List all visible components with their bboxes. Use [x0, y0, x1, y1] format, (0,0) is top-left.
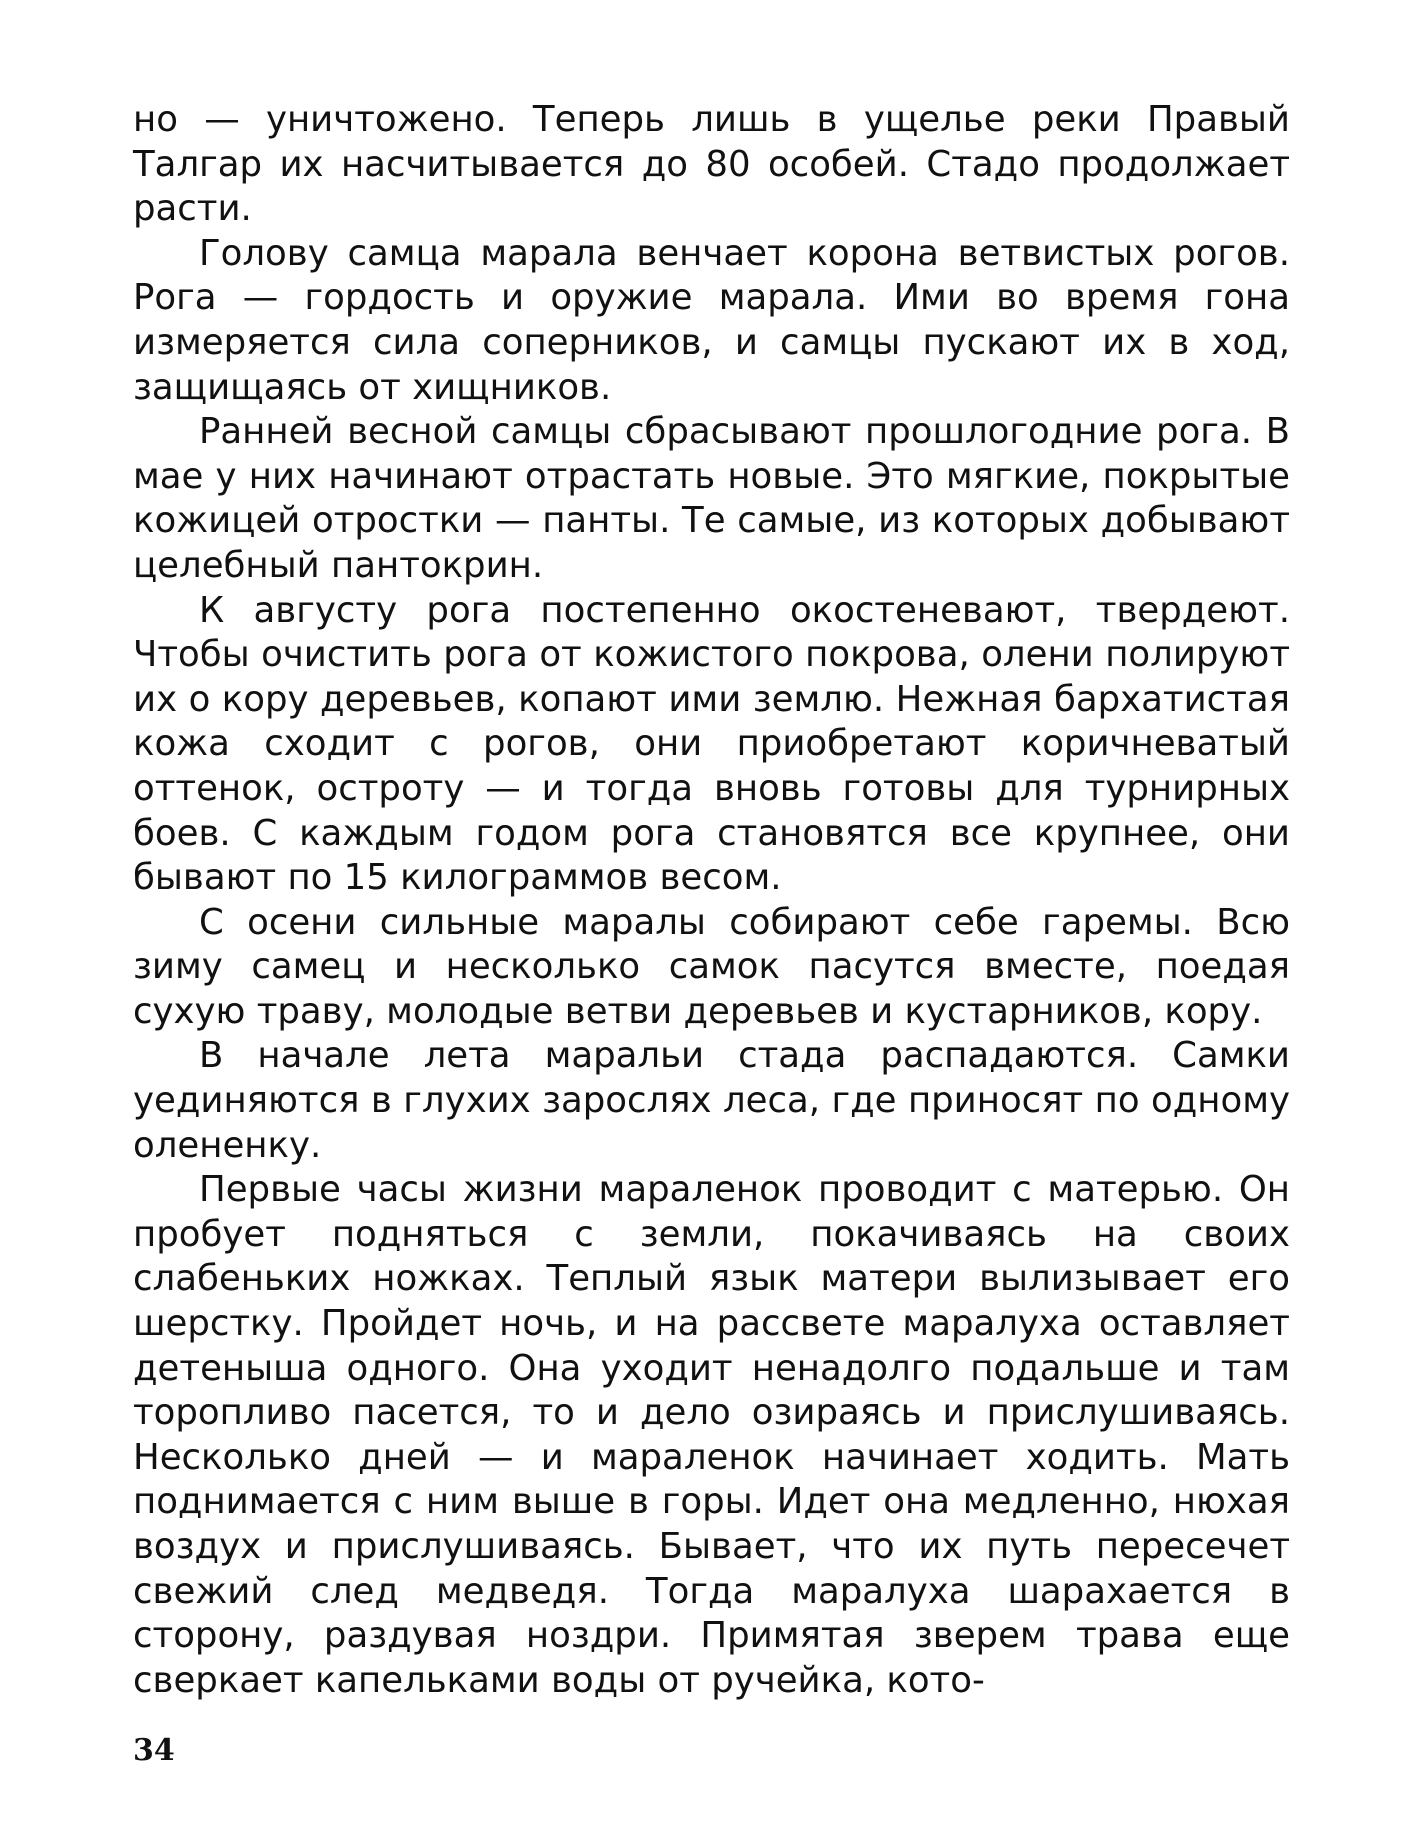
paragraph-summer: В начале лета маральи стада распадаются. Самки уединяются в глухих зарослях леса, где приносят по одному олененку. — [133, 1035, 1290, 1166]
paragraph-antlers: Голову самца марала венчает корона ветвистых рогов. Рога — гордость и оружие марала. Ими во время гона измеряется сила соперников, и самцы пускают их в ход, защищаясь от хищников. — [133, 232, 1290, 408]
paragraph-autumn: С осени сильные маралы собирают себе гаремы. Всю зиму самец и несколько самок пасутся вместе, поедая сухую траву, молодые ветви деревьев и кустарников, кору. — [133, 901, 1290, 1032]
paragraph-calf: Первые часы жизни мараленок проводит с матерью. Он пробует подняться с земли, покачиваясь на своих слабеньких ножках. Теплый язык матери вылизывает его шерстку. Пройдет ночь, и на рассвете маралуха оставляет детеныша одного. Она уходит ненадолго подальше и там торопливо пасется, то и дело озираясь и прислушиваясь. Несколько дней — и мараленок начинает ходить. Мать поднимается с ним выше в горы. Идет она медленно, нюхая воздух и прислушиваясь. Бывает, что их путь пересечет свежий след медведя. Тогда маралуха шарахается в сторону, раздувая ноздри. Примятая зверем трава еще сверкает капельками воды от ручейка, кото- — [133, 1169, 1290, 1701]
page-number: 34 — [133, 1733, 175, 1768]
page-body — [133, 98, 1290, 1703]
paragraph-continued: но — уничтожено. Теперь лишь в ущелье реки Правый Талгар их насчитывается до 80 особей. Стадо продолжает расти. — [133, 99, 1290, 230]
paragraph-spring: Ранней весной самцы сбрасывают прошлогодние рога. В мае у них начинают отрастать новые. Это мягкие, покрытые кожицей отростки — панты. Те самые, из которых добывают целебный пантокрин. — [133, 411, 1290, 586]
paragraph-august: К августу рога постепенно окостеневают, твердеют. Чтобы очистить рога от кожистого покрова, олени полируют их о кору деревьев, копают ими землю. Нежная бархатистая кожа сходит с рогов, они приобретают коричневатый оттенок, остроту — и тогда вновь готовы для турнирных боев. С каждым годом рога становятся все крупнее, они бывают по 15 килограммов весом. — [133, 589, 1290, 899]
